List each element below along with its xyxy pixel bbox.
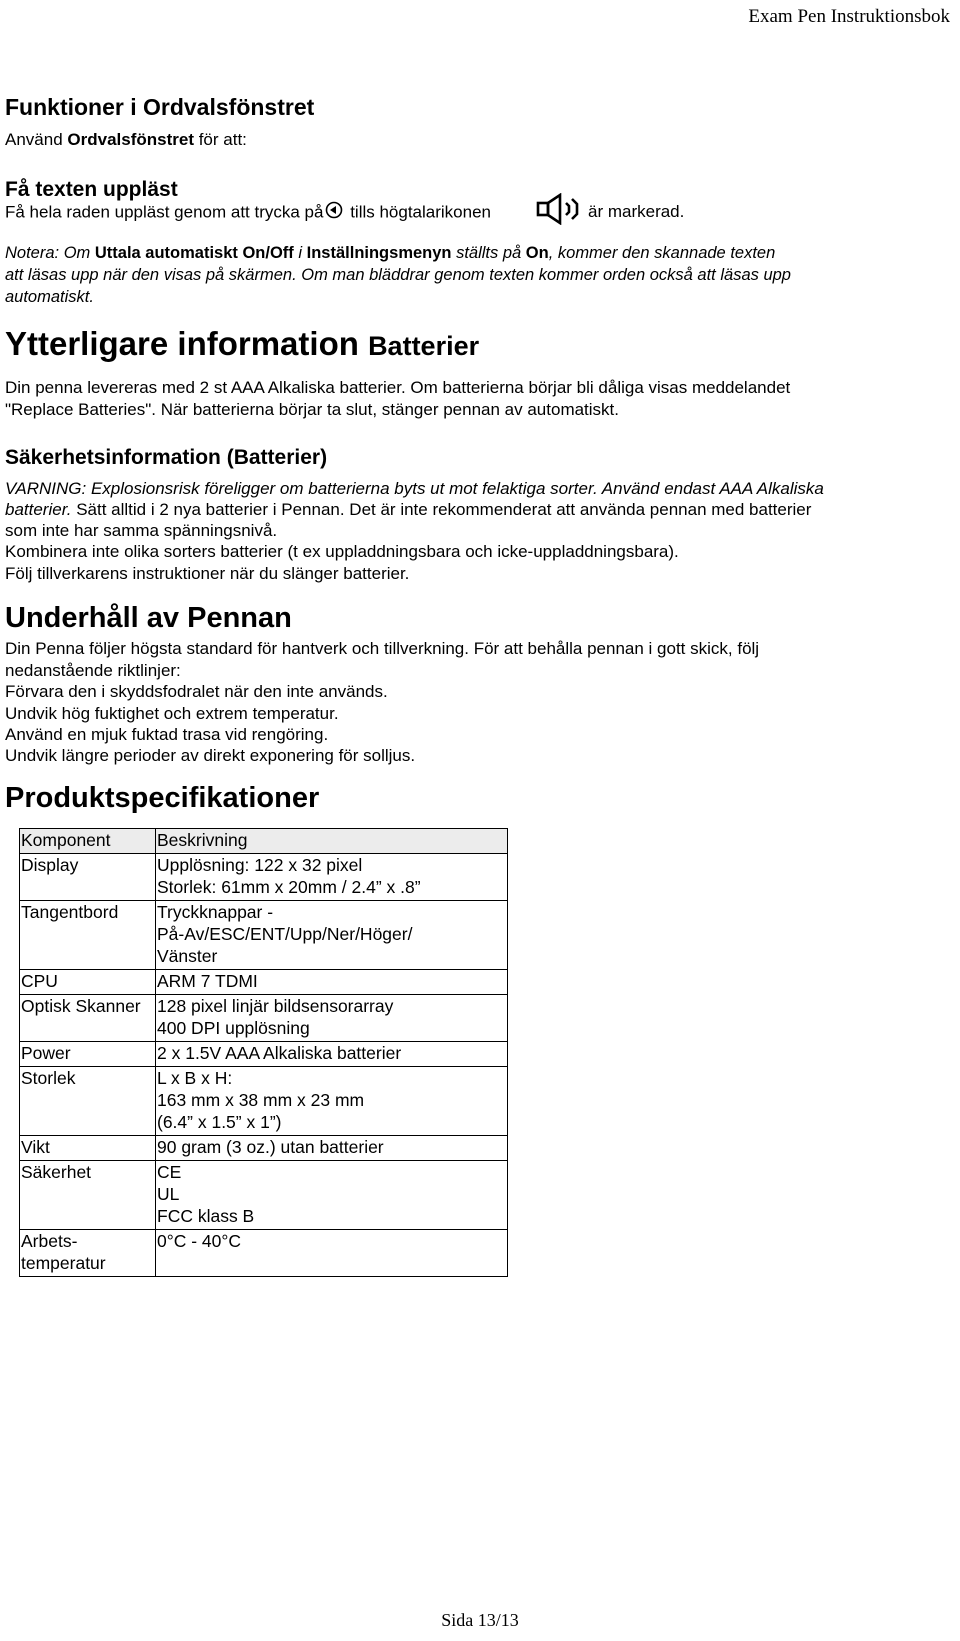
table-row: [20, 901, 508, 970]
section-title-sakerhet: Säkerhetsinformation (Batterier): [5, 446, 328, 469]
warning-line-1: VARNING: Explosionsrisk föreligger om batterierna byts ut mot felaktiga sorter. Använd endast AAA Alkaliska: [5, 479, 824, 498]
section-title-batterier: Batterier: [368, 331, 480, 361]
table-cell-beskrivning: [156, 1161, 508, 1230]
warning-rest: Sätt alltid i 2 nya batterier i Pennan. Det är inte rekommenderat att använda pennan med batterier: [71, 500, 812, 519]
left-arrow-button-icon: [325, 201, 343, 225]
table-row: [20, 970, 508, 995]
table-header-komponent: Komponent: [20, 829, 156, 854]
safety-line-4: Kombinera inte olika sorters batterier (t ex uppladdningsbara och icke-uppladdningsbara).: [5, 542, 679, 561]
table-cell-beskrivning: [156, 1042, 508, 1067]
table-cell-beskrivning: [156, 854, 508, 901]
note-bold-on: On: [525, 244, 549, 262]
read-aloud-text-mid: tills högtalarikonen: [345, 202, 491, 222]
intro-text: Använd: [5, 130, 68, 149]
subsection-title-upplast: Få texten uppläst: [5, 178, 178, 201]
note-bold-menu: Inställningsmenyn: [306, 244, 452, 262]
intro-line: [5, 130, 247, 150]
maintenance-line-3: Förvara den i skyddsfodralet när den inte används.: [5, 682, 388, 701]
table-cell-beskrivning: [156, 1230, 508, 1277]
safety-line-3: som inte har samma spänningsnivå.: [5, 521, 278, 540]
table-cell-beskrivning: [156, 970, 508, 995]
intro-bold: Ordvalsfönstret: [67, 130, 194, 149]
cell-line: Vänster: [157, 946, 218, 966]
cell-line: 163 mm x 38 mm x 23 mm: [157, 1090, 365, 1110]
cell-line: Tryckknappar -: [157, 902, 274, 922]
table-row: [20, 995, 508, 1042]
table-cell-beskrivning: [156, 901, 508, 970]
table-cell-komponent: CPU: [20, 970, 156, 995]
table-header-row: [20, 829, 508, 854]
warning-italic-end: batterier.: [5, 500, 72, 519]
maintenance-line-4: Undvik hög fuktighet och extrem temperatur.: [5, 704, 339, 723]
table-row: [20, 1161, 508, 1230]
maintenance-line-2: nedanstående riktlinjer:: [5, 661, 181, 680]
section-title-produktspec: Produktspecifikationer: [5, 782, 320, 814]
cell-line: Storlek: 61mm x 20mm / 2.4” x .8”: [157, 877, 421, 897]
cell-line: 128 pixel linjär bildsensorarray: [157, 996, 394, 1016]
table-cell-komponent: Säkerhet: [20, 1161, 156, 1230]
spec-table: [19, 828, 508, 1277]
table-header-beskrivning: Beskrivning: [156, 829, 508, 854]
cell-line: temperatur: [21, 1253, 106, 1273]
page-header: Exam Pen Instruktionsbok: [748, 6, 950, 27]
note-bold-setting: Uttala automatiskt On/Off: [94, 244, 294, 262]
read-aloud-text: Få hela raden uppläst genom att trycka på: [5, 202, 324, 222]
cell-line: UL: [157, 1184, 180, 1204]
speaker-icon: [536, 193, 584, 230]
read-aloud-line: [5, 201, 491, 235]
maintenance-line-5: Använd en mjuk fuktad trasa vid rengöring.: [5, 725, 329, 744]
cell-line: 90 gram (3 oz.) utan batterier: [157, 1137, 384, 1157]
cell-line: CE: [157, 1162, 182, 1182]
section-title-ordvalsfonstret: Funktioner i Ordvalsfönstret: [5, 94, 315, 120]
cell-line: L x B x H:: [157, 1068, 233, 1088]
table-cell-komponent: Optisk Skanner: [20, 995, 156, 1042]
cell-line: ARM 7 TDMI: [157, 971, 258, 991]
cell-line: (6.4” x 1.5” x 1”): [157, 1112, 282, 1132]
note-text-3: ställts på: [451, 244, 526, 262]
maintenance-line-1: Din Penna följer högsta standard för hantverk och tillverkning. För att behålla pennan i gott skick, följ: [5, 639, 760, 658]
table-cell-beskrivning: [156, 1067, 508, 1136]
table-cell-komponent: [20, 1230, 156, 1277]
note-text-4: , kommer den skannade texten: [548, 244, 776, 262]
table-cell-beskrivning: [156, 1136, 508, 1161]
table-cell-komponent: Storlek: [20, 1067, 156, 1136]
note-line-2: att läsas upp när den visas på skärmen. Om man bläddrar genom texten kommer orden också att läsas upp: [5, 266, 791, 284]
battery-line-1: Din penna levereras med 2 st AAA Alkaliska batterier. Om batterierna börjar bli dåliga visas meddelandet: [5, 378, 791, 397]
cell-line: Upplösning: 122 x 32 pixel: [157, 855, 363, 875]
table-cell-beskrivning: [156, 995, 508, 1042]
note-text: Notera: Om: [5, 244, 95, 262]
table-row: [20, 854, 508, 901]
cell-line: 400 DPI upplösning: [157, 1018, 310, 1038]
read-aloud-text-end: är markerad.: [588, 202, 685, 221]
table-cell-komponent: Vikt: [20, 1136, 156, 1161]
cell-line: FCC klass B: [157, 1206, 255, 1226]
table-row: [20, 1067, 508, 1136]
table-cell-komponent: Display: [20, 854, 156, 901]
note-line-3: automatiskt.: [5, 288, 94, 306]
maintenance-line-6: Undvik längre perioder av direkt exponering för solljus.: [5, 746, 416, 765]
battery-line-2: "Replace Batteries". När batterierna börjar ta slut, stänger pennan av automatiskt.: [5, 400, 620, 419]
table-row: [20, 1136, 508, 1161]
note-line-1: [5, 244, 775, 263]
cell-line: 2 x 1.5V AAA Alkaliska batterier: [157, 1043, 402, 1063]
cell-line: 0°C - 40°C: [157, 1231, 242, 1251]
section-title-ytterligare: [5, 325, 479, 363]
safety-line-5: Följ tillverkarens instruktioner när du slänger batterier.: [5, 564, 410, 583]
table-cell-komponent: Tangentbord: [20, 901, 156, 970]
section-title-big: Ytterligare information: [5, 325, 359, 362]
section-title-underhall: Underhåll av Pennan: [5, 602, 292, 634]
warning-line-2: [5, 500, 811, 520]
intro-text-end: för att:: [193, 130, 247, 149]
note-text-2: i: [293, 244, 307, 262]
table-cell-komponent: Power: [20, 1042, 156, 1067]
table-row: [20, 1042, 508, 1067]
page-footer: Sida 13/13: [441, 1610, 519, 1630]
cell-line: Arbets-: [21, 1231, 78, 1251]
table-row: [20, 1230, 508, 1277]
cell-line: På-Av/ESC/ENT/Upp/Ner/Höger/: [157, 924, 413, 944]
